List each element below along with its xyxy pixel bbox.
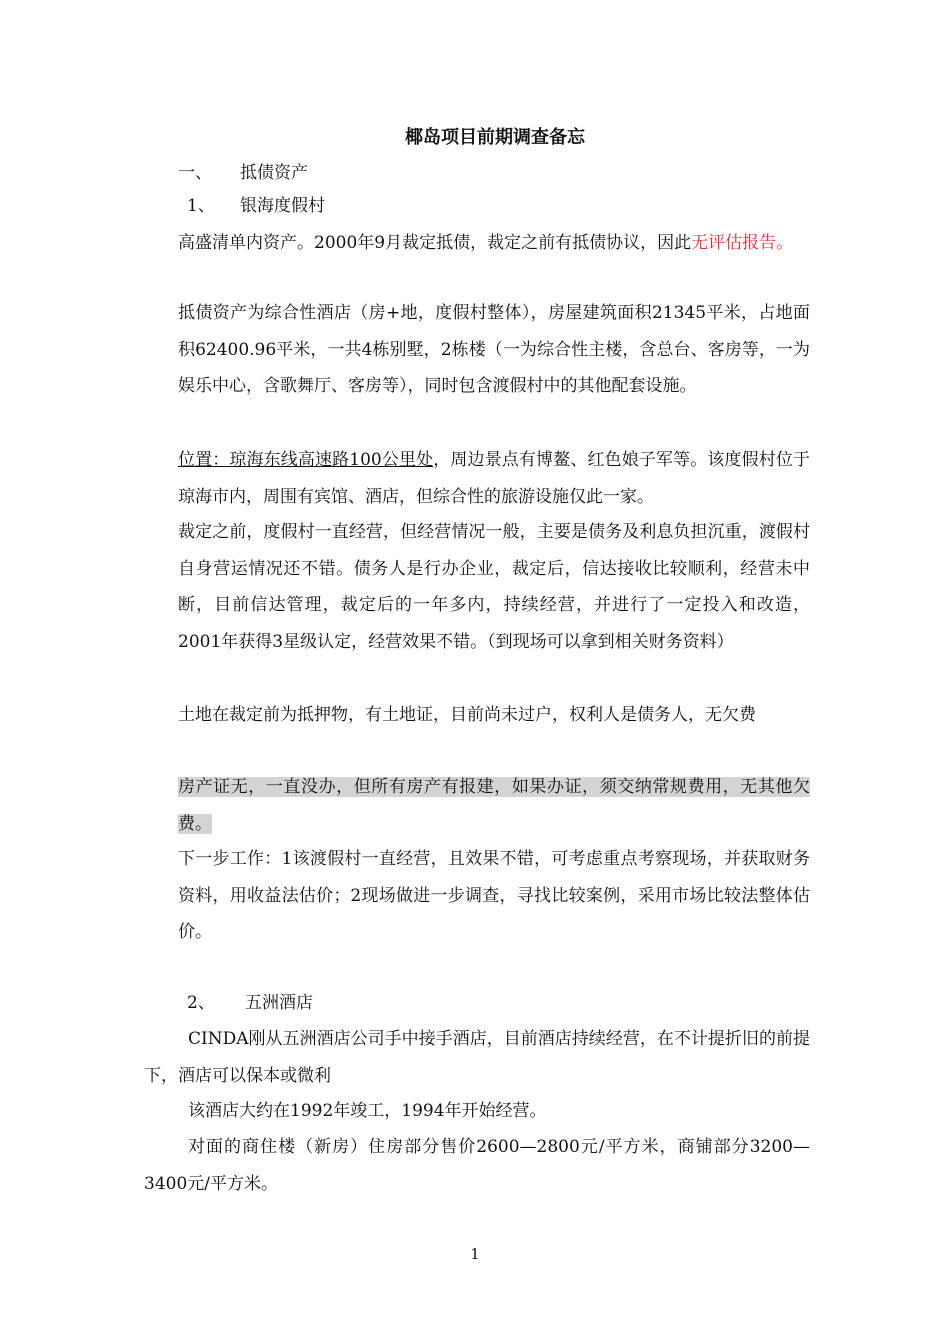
paragraph-text: ，周边景点有博鳌、红色娘子军等。该度假村位于琼海市内，周围有宾馆、酒店，但综合性的旅游设施仅此一家。	[178, 450, 811, 507]
paragraph-asset-description: 抵债资产为综合性酒店（房+地，度假村整体），房屋建筑面积21345平米，占地面积62400.96平米，一共4栋别墅，2栋楼（一为综合性主楼，含总台、客房等，一为娱乐中心，含歌舞厅、客房等），同时包含渡假村中的其他配套设施。	[178, 303, 810, 396]
paragraph-property-cert	[178, 769, 810, 842]
paragraph-hotel-status: CINDA刚从五洲酒店公司手中接手酒店，目前酒店持续经营，在不计提折旧的前提下，酒店可以保本或微利	[144, 1029, 810, 1086]
highlight-red-text: 无评估报告。	[691, 233, 794, 253]
paragraph-next-steps: 下一步工作：1该渡假村一直经营，且效果不错，可考虑重点考察现场，并获取财务资料，用收益法估价；2现场做进一步调查，寻找比较案例，采用市场比较法整体估价。	[178, 849, 810, 942]
paragraph-market-price: 对面的商住楼（新房）住房部分售价2600—2800元/平方米，商铺部分3200—3400元/平方米。	[144, 1137, 810, 1194]
paragraph-operations: 裁定之前，度假村一直经营，但经营情况一般，主要是债务及利息负担沉重，渡假村自身营运情况还不错。债务人是行办企业，裁定后，信达接收比较顺利，经营未中断，目前信达管理，裁定后的一年多内，持续经营，并进行了一定投入和改造，2001年获得3星级认定，经营效果不错。（到现场可以拿到相关财务资料）	[178, 522, 810, 652]
item-heading-1	[187, 193, 325, 219]
paragraph-land: 土地在裁定前为抵押物，有土地证，目前尚未过户，权利人是债务人，无欠费	[178, 705, 756, 725]
section-heading-1	[178, 160, 308, 186]
item-number: 1、	[187, 196, 215, 216]
section-number: 一、	[178, 163, 212, 183]
item-title: 银海度假村	[240, 196, 325, 216]
section-title: 抵债资产	[240, 163, 308, 183]
paragraph-hotel-history: 该酒店大约在1992年竣工，1994年开始经营。	[188, 1101, 547, 1121]
document-title: 椰岛项目前期调查备忘	[405, 127, 585, 148]
item-number: 2、	[187, 993, 215, 1013]
highlighted-text: 房产证无，一直没办，但所有房产有报建，如果办证，须交纳常规费用，无其他欠费。	[178, 777, 810, 834]
paragraph-location	[178, 442, 810, 515]
item-title: 五洲酒店	[245, 993, 313, 1013]
page-number: 1	[470, 1245, 480, 1263]
paragraph-asset-source	[178, 225, 810, 262]
underlined-location: 位置：琼海东线高速路100公里处	[178, 450, 434, 470]
paragraph-text: 高盛清单内资产。2000年9月裁定抵债，裁定之前有抵债协议，因此	[178, 233, 692, 253]
item-heading-2	[187, 990, 313, 1016]
